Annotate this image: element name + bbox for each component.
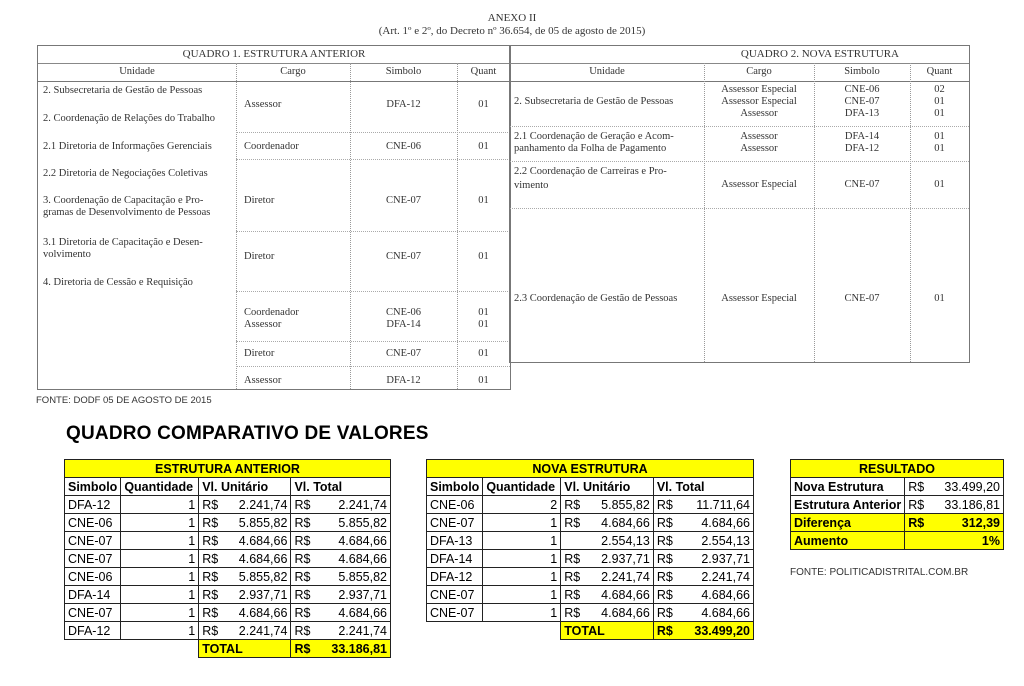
amount: 2.241,74 [338, 497, 387, 512]
vl-unitario-cell [199, 496, 291, 514]
nova-estrutura-value [905, 478, 1004, 496]
table-row [427, 568, 754, 586]
currency-symbol: R$ [202, 551, 219, 566]
quantidade-cell: 1 [483, 514, 561, 532]
empty-cell [483, 622, 561, 640]
simbolo-cell: CNE-07 [844, 179, 880, 190]
vl-total-cell [653, 496, 753, 514]
simbolo-cell: CNE-07 [844, 96, 880, 107]
unidade-text: 2.1 Coordenação de Geração e Acom- [514, 131, 674, 142]
currency-symbol: R$ [656, 569, 673, 584]
simbolo-cell: DFA-12 [386, 99, 421, 110]
quantidade-cell: 1 [121, 514, 199, 532]
amount: 2.241,74 [238, 623, 288, 638]
amount: 5.855,82 [338, 569, 387, 584]
amount: 2.241,74 [338, 623, 387, 638]
currency-symbol: R$ [656, 605, 673, 620]
unidade-text: 2.2 Coordenação de Carreiras e Pro- [514, 166, 667, 177]
simbolo-cell: CNE-06 [65, 514, 121, 532]
currency-symbol: R$ [202, 605, 219, 620]
amount: 2.937,71 [338, 587, 387, 602]
simbolo-cell: DFA-12 [65, 622, 121, 640]
empty-cell [121, 640, 199, 658]
anterior-title: ESTRUTURA ANTERIOR [65, 460, 391, 478]
simbolo-cell: DFA-12 [844, 143, 880, 154]
quantidade-cell: 2 [483, 496, 561, 514]
amount: 5.855,82 [338, 515, 387, 530]
currency-symbol: R$ [656, 515, 673, 530]
quant-cell: 01 [478, 375, 489, 386]
currency-symbol: R$ [908, 515, 925, 530]
anexo-title: ANEXO II [487, 12, 537, 24]
amount: 33.186,81 [944, 497, 1000, 512]
quant-cell: 01 [934, 293, 945, 304]
currency-symbol: R$ [294, 605, 311, 620]
simbolo-cell: DFA-14 [65, 586, 121, 604]
vl-total-cell [653, 586, 753, 604]
resultado-title: RESULTADO [791, 460, 1004, 478]
unidade-text: 3. Coordenação de Capacitação e Pro- [43, 195, 204, 206]
currency-symbol: R$ [294, 551, 311, 566]
table-row [65, 604, 391, 622]
aumento-value: 1% [905, 532, 1004, 550]
cargo-cell: Assessor [244, 375, 282, 386]
table-row [427, 604, 754, 622]
nova-title: NOVA ESTRUTURA [427, 460, 754, 478]
quant-cell: 01 [934, 108, 945, 119]
quantidade-cell: 1 [483, 604, 561, 622]
vl-unitario-cell [561, 496, 654, 514]
header-vl-total: Vl. Total [291, 478, 391, 496]
cargo-cell: Assessor [740, 108, 778, 119]
cargo-cell: Assessor [740, 143, 778, 154]
simbolo-cell: CNE-06 [427, 496, 483, 514]
unidade-text: 2. Subsecretaria de Gestão de Pessoas [43, 85, 203, 96]
vl-unitario-cell [561, 568, 654, 586]
header-simbolo: Simbolo [427, 478, 483, 496]
cargo-cell: Coordenador [244, 307, 299, 318]
fonte-politica: FONTE: POLITICADISTRITAL.COM.BR [790, 567, 969, 578]
simbolo-cell: DFA-14 [386, 319, 421, 330]
header-vl-total: Vl. Total [653, 478, 753, 496]
total-label: TOTAL [199, 640, 291, 658]
quant-cell: 01 [478, 195, 489, 206]
quantidade-cell: 1 [483, 586, 561, 604]
cargo-cell: Assessor Especial [721, 96, 797, 107]
q2-header-unidade: Unidade [510, 63, 704, 82]
row-divider [510, 126, 969, 127]
simbolo-cell: CNE-06 [386, 307, 421, 318]
currency-symbol: R$ [294, 641, 311, 656]
quant-cell: 01 [478, 99, 489, 110]
header-quantidade: Quantidade [121, 478, 199, 496]
vl-total-cell [291, 622, 391, 640]
total-value [653, 622, 753, 640]
vl-total-cell [291, 496, 391, 514]
comparativo-title: QUADRO COMPARATIVO DE VALORES [66, 423, 429, 444]
simbolo-cell: CNE-07 [386, 251, 421, 262]
amount: 4.684,66 [238, 533, 288, 548]
vl-total-cell [653, 568, 753, 586]
unidade-text: gramas de Desenvolvimento de Pessoas [43, 207, 211, 218]
cargo-cell: Assessor [740, 131, 778, 142]
quantidade-cell: 1 [121, 550, 199, 568]
total-value [291, 640, 391, 658]
amount: 2.241,74 [238, 497, 288, 512]
q1-header-unidade: Unidade [38, 63, 236, 82]
quantidade-cell: 1 [121, 586, 199, 604]
table-row [65, 622, 391, 640]
currency-symbol: R$ [564, 587, 581, 602]
cargo-cell: Assessor Especial [721, 84, 797, 95]
simbolo-cell: CNE-07 [386, 195, 421, 206]
q1-header-cargo: Cargo [236, 63, 350, 82]
cargo-cell: Diretor [244, 195, 275, 206]
currency-symbol: R$ [202, 569, 219, 584]
row-divider [236, 132, 510, 133]
currency-symbol: R$ [564, 497, 581, 512]
currency-symbol: R$ [564, 551, 581, 566]
simbolo-cell: CNE-07 [65, 532, 121, 550]
aumento-label: Aumento [791, 532, 905, 550]
table-row [65, 496, 391, 514]
vl-unitario-cell [199, 514, 291, 532]
amount: 312,39 [961, 515, 1000, 530]
quantidade-cell: 1 [121, 532, 199, 550]
amount: 4.684,66 [701, 605, 750, 620]
amount: 2.241,74 [601, 569, 650, 584]
simbolo-cell: CNE-06 [844, 84, 880, 95]
estrutura-anterior-label: Estrutura Anterior [791, 496, 905, 514]
quantidade-cell: 1 [121, 496, 199, 514]
quant-cell: 01 [934, 143, 945, 154]
quant-cell: 01 [934, 131, 945, 142]
table-row [427, 532, 754, 550]
quantidade-cell: 1 [483, 568, 561, 586]
diferenca-value [905, 514, 1004, 532]
quadro1-title: QUADRO 1. ESTRUTURA ANTERIOR [38, 46, 510, 64]
vl-unitario-cell [561, 550, 654, 568]
amount: 5.855,82 [238, 569, 288, 584]
simbolo-cell: CNE-07 [65, 550, 121, 568]
resultado-table [790, 459, 1004, 550]
amount: 33.499,20 [944, 479, 1000, 494]
table-row [65, 514, 391, 532]
vl-unitario-cell [199, 568, 291, 586]
currency-symbol: R$ [656, 533, 673, 548]
q1-header-simbolo: Simbolo [350, 63, 457, 82]
q2-header-simbolo: Simbolo [814, 63, 910, 82]
q2-header-cargo: Cargo [704, 63, 814, 82]
quadro1-table [37, 45, 511, 390]
quantidade-cell: 1 [483, 550, 561, 568]
unidade-text: 2. Subsecretaria de Gestão de Pessoas [514, 96, 674, 107]
amount: 2.937,71 [238, 587, 288, 602]
amount: 4.684,66 [701, 515, 750, 530]
row-divider [236, 291, 510, 292]
quadro2-table [509, 45, 970, 363]
vl-unitario-cell [199, 622, 291, 640]
unidade-text: 2.2 Diretoria de Negociações Coletivas [43, 168, 208, 179]
currency-symbol: R$ [202, 587, 219, 602]
vl-unitario-cell [199, 586, 291, 604]
header-simbolo: Simbolo [65, 478, 121, 496]
simbolo-cell: CNE-07 [844, 293, 880, 304]
total-amount: 33.186,81 [331, 641, 387, 656]
currency-symbol: R$ [656, 623, 673, 638]
simbolo-cell: CNE-06 [386, 141, 421, 152]
amount: 5.855,82 [601, 497, 650, 512]
amount: 4.684,66 [701, 587, 750, 602]
simbolo-cell: DFA-13 [427, 532, 483, 550]
table-row [427, 496, 754, 514]
currency-symbol: R$ [202, 623, 219, 638]
currency-symbol: R$ [564, 569, 581, 584]
amount: 4.684,66 [601, 587, 650, 602]
row-divider [510, 208, 969, 209]
quantidade-cell: 1 [121, 622, 199, 640]
vl-total-cell [291, 604, 391, 622]
currency-symbol: R$ [202, 533, 219, 548]
amount: 4.684,66 [238, 605, 288, 620]
empty-cell [427, 622, 483, 640]
table-row [65, 532, 391, 550]
estrutura-anterior-value [905, 496, 1004, 514]
unidade-text: 3.1 Diretoria de Capacitação e Desen- [43, 237, 203, 248]
unidade-text: volvimento [43, 249, 91, 260]
header-vl-unitario: Vl. Unitário [199, 478, 291, 496]
currency-symbol: R$ [294, 515, 311, 530]
vl-unitario-cell [199, 604, 291, 622]
q2-header-quant: Quant [910, 63, 969, 82]
quant-cell: 01 [478, 319, 489, 330]
simbolo-cell: CNE-07 [427, 514, 483, 532]
unidade-text: 2. Coordenação de Relações do Trabalho [43, 113, 216, 124]
cargo-cell: Diretor [244, 251, 275, 262]
vl-unitario-cell [561, 514, 654, 532]
amount: 4.684,66 [338, 533, 387, 548]
cargo-cell: Assessor [244, 99, 282, 110]
cargo-cell: Assessor Especial [721, 293, 797, 304]
simbolo-cell: CNE-07 [427, 604, 483, 622]
amount: 2.241,74 [701, 569, 750, 584]
quadro2-title: QUADRO 2. NOVA ESTRUTURA [510, 46, 969, 64]
vl-total-cell [291, 586, 391, 604]
simbolo-cell: DFA-14 [427, 550, 483, 568]
currency-symbol: R$ [294, 533, 311, 548]
row-divider [236, 341, 510, 342]
quantidade-cell: 1 [121, 568, 199, 586]
simbolo-cell: DFA-13 [844, 108, 880, 119]
currency-symbol: R$ [202, 497, 219, 512]
header-quantidade: Quantidade [483, 478, 561, 496]
amount: 4.684,66 [238, 551, 288, 566]
simbolo-cell: DFA-12 [65, 496, 121, 514]
q1-header-quant: Quant [457, 63, 510, 82]
simbolo-cell: CNE-07 [65, 604, 121, 622]
table-row [65, 586, 391, 604]
quantidade-cell: 1 [483, 532, 561, 550]
row-divider [236, 366, 510, 367]
vl-total-cell [653, 514, 753, 532]
unidade-text: panhamento da Folha de Pagamento [514, 143, 667, 154]
diferenca-label: Diferença [791, 514, 905, 532]
vl-unitario-cell [561, 532, 654, 550]
nova-estrutura-label: Nova Estrutura [791, 478, 905, 496]
quant-cell: 02 [934, 84, 945, 95]
quantidade-cell: 1 [121, 604, 199, 622]
amount: 2.937,71 [701, 551, 750, 566]
currency-symbol: R$ [294, 497, 311, 512]
vl-total-cell [291, 568, 391, 586]
quant-cell: 01 [478, 348, 489, 359]
amount: 2.937,71 [601, 551, 650, 566]
currency-symbol: R$ [564, 515, 581, 530]
anexo-subtitle: (Art. 1º e 2º, do Decreto nº 36.654, de 05 de agosto de 2015) [378, 25, 646, 37]
currency-symbol: R$ [908, 497, 925, 512]
currency-symbol: R$ [202, 515, 219, 530]
currency-symbol: R$ [656, 551, 673, 566]
vl-total-cell [291, 550, 391, 568]
currency-symbol: R$ [564, 605, 581, 620]
table-row [427, 514, 754, 532]
amount: 5.855,82 [238, 515, 288, 530]
unidade-text: vimento [514, 180, 549, 191]
total-label: TOTAL [561, 622, 654, 640]
estrutura-anterior-table [64, 459, 391, 658]
amount: 4.684,66 [338, 605, 387, 620]
vl-total-cell [653, 550, 753, 568]
amount: 2.554,13 [601, 533, 650, 548]
cargo-cell: Assessor [244, 319, 282, 330]
vl-total-cell [653, 532, 753, 550]
quant-cell: 01 [478, 307, 489, 318]
amount: 11.711,64 [696, 497, 750, 512]
amount: 2.554,13 [701, 533, 750, 548]
quant-cell: 01 [934, 179, 945, 190]
simbolo-cell: CNE-07 [386, 348, 421, 359]
vl-total-cell [291, 514, 391, 532]
simbolo-cell: CNE-06 [65, 568, 121, 586]
vl-unitario-cell [561, 604, 654, 622]
empty-cell [65, 640, 121, 658]
quant-cell: 01 [478, 251, 489, 262]
quant-cell: 01 [934, 96, 945, 107]
vl-unitario-cell [199, 532, 291, 550]
simbolo-cell: DFA-12 [386, 375, 421, 386]
amount: 4.684,66 [601, 515, 650, 530]
currency-symbol: R$ [294, 587, 311, 602]
unidade-text: 2.3 Coordenação de Gestão de Pessoas [514, 293, 678, 304]
cargo-cell: Coordenador [244, 141, 299, 152]
row-divider [510, 161, 969, 162]
simbolo-cell: DFA-12 [427, 568, 483, 586]
cargo-cell: Diretor [244, 348, 275, 359]
row-divider [236, 231, 510, 232]
cargo-cell: Assessor Especial [721, 179, 797, 190]
vl-total-cell [653, 604, 753, 622]
amount: 4.684,66 [601, 605, 650, 620]
currency-symbol: R$ [656, 497, 673, 512]
unidade-text: 2.1 Diretoria de Informações Gerenciais [43, 141, 212, 152]
currency-symbol: R$ [294, 569, 311, 584]
table-row [427, 586, 754, 604]
vl-total-cell [291, 532, 391, 550]
total-amount: 33.499,20 [694, 623, 750, 638]
amount: 4.684,66 [338, 551, 387, 566]
row-divider [236, 159, 510, 160]
quant-cell: 01 [478, 141, 489, 152]
currency-symbol: R$ [908, 479, 925, 494]
unidade-text: 4. Diretoria de Cessão e Requisição [43, 277, 193, 288]
vl-unitario-cell [199, 550, 291, 568]
table-row [65, 550, 391, 568]
currency-symbol: R$ [656, 587, 673, 602]
header-vl-unitario: Vl. Unitário [561, 478, 654, 496]
fonte-dodf: FONTE: DODF 05 DE AGOSTO DE 2015 [36, 395, 212, 406]
simbolo-cell: CNE-07 [427, 586, 483, 604]
currency-symbol: R$ [294, 623, 311, 638]
nova-estrutura-table [426, 459, 754, 640]
table-row [427, 550, 754, 568]
vl-unitario-cell [561, 586, 654, 604]
simbolo-cell: DFA-14 [844, 131, 880, 142]
table-row [65, 568, 391, 586]
